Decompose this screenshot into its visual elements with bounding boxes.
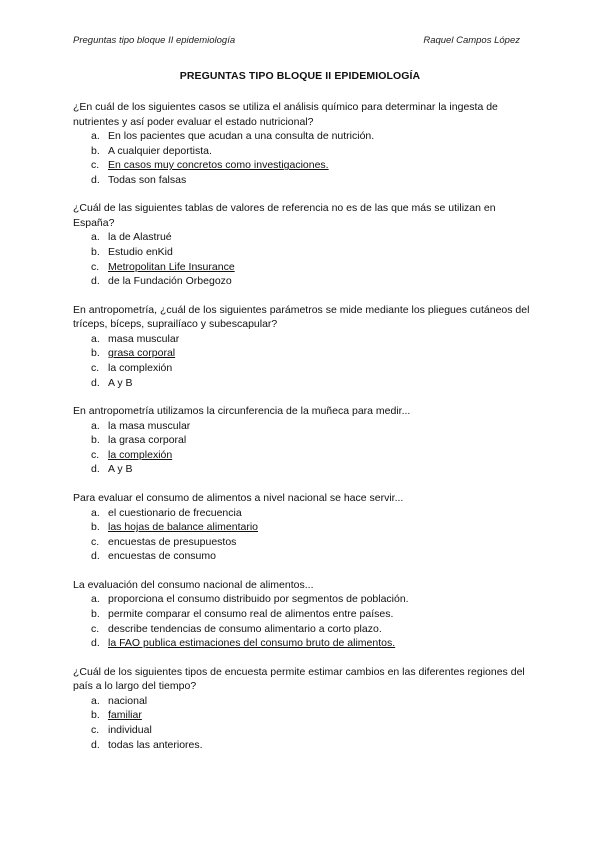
option-text: A y B <box>108 376 133 389</box>
correct-answer-text: familiar <box>108 709 142 722</box>
answer-option <box>91 361 533 376</box>
option-letter: b. <box>91 347 100 360</box>
answer-option <box>91 723 533 738</box>
option-text: individual <box>108 723 152 736</box>
option-letter: d. <box>91 738 100 751</box>
option-text: nacional <box>108 694 148 707</box>
question-block <box>73 404 533 477</box>
option-text: de la Fundación Orbegozo <box>108 275 232 288</box>
correct-answer-text: las hojas de balance alimentario <box>108 521 259 534</box>
option-text: proporciona el consumo distribuido por segmentos de población. <box>108 593 409 606</box>
option-text: Estudio enKid <box>108 245 173 258</box>
answer-options <box>73 592 533 650</box>
option-text: A cualquier deportista. <box>108 144 212 157</box>
option-text: la masa muscular <box>108 419 191 432</box>
correct-answer-text: la FAO publica estimaciones del consumo bruto de alimentos. <box>108 637 396 650</box>
correct-answer-text: la complexión <box>108 448 173 461</box>
question-block <box>73 665 533 752</box>
answer-option <box>91 622 533 637</box>
option-text: describe tendencias de consumo alimentario a corto plazo. <box>108 622 382 635</box>
header-author: Raquel Campos López <box>423 35 520 46</box>
question-text: En antropometría, ¿cuál de los siguientes parámetros se mide mediante los pliegues cutáneos del tríceps, bíceps, suprailíaco y subescapular? <box>73 303 530 331</box>
answer-option <box>91 376 533 391</box>
option-letter: a. <box>91 332 100 345</box>
option-letter: d. <box>91 275 100 288</box>
question-text: En antropometría utilizamos la circunferencia de la muñeca para medir... <box>73 405 411 418</box>
answer-option <box>91 230 533 245</box>
option-letter: b. <box>91 245 100 258</box>
option-text: la de Alastrué <box>108 231 172 244</box>
option-text: Todas son falsas <box>108 173 187 186</box>
header-left-text: Preguntas tipo bloque II epidemiología <box>73 35 236 46</box>
option-letter: d. <box>91 550 100 563</box>
answer-option <box>91 520 533 535</box>
question-list <box>73 100 533 766</box>
option-letter: b. <box>91 709 100 722</box>
question-text: Para evaluar el consumo de alimentos a nivel nacional se hace servir... <box>73 492 404 504</box>
correct-answer-text: Metropolitan Life Insurance <box>108 260 235 273</box>
answer-option <box>91 607 533 622</box>
answer-options <box>73 419 533 477</box>
question-text: La evaluación del consumo nacional de alimentos... <box>73 578 314 591</box>
answer-option <box>91 419 533 434</box>
answer-option <box>91 708 533 723</box>
option-text: encuestas de presupuestos <box>108 535 237 548</box>
answer-option <box>91 592 533 607</box>
option-letter: a. <box>91 130 100 142</box>
answer-options <box>73 332 533 390</box>
answer-options <box>73 230 533 288</box>
option-letter: d. <box>91 463 100 476</box>
question-block <box>73 491 533 564</box>
option-letter: c. <box>91 159 100 172</box>
option-text: la complexión <box>108 361 173 374</box>
answer-option <box>91 158 533 173</box>
question-block <box>73 303 533 390</box>
option-letter: a. <box>91 231 100 244</box>
answer-option <box>91 433 533 448</box>
option-text: la grasa corporal <box>108 434 187 447</box>
question-block <box>73 100 533 187</box>
answer-option <box>91 129 533 144</box>
option-text: todas las anteriores. <box>108 738 203 751</box>
option-letter: b. <box>91 144 100 157</box>
answer-options <box>73 506 533 564</box>
answer-option <box>91 173 533 188</box>
answer-option <box>91 462 533 477</box>
option-text: masa muscular <box>108 332 180 345</box>
answer-option <box>91 506 533 521</box>
option-letter: d. <box>91 376 100 389</box>
question-text: ¿Cuál de los siguientes tipos de encuesta permite estimar cambios en las diferentes regiones del país a lo largo del tiempo? <box>73 665 525 693</box>
option-text: A y B <box>108 463 133 476</box>
answer-option <box>91 274 533 289</box>
option-letter: a. <box>91 506 100 519</box>
question-text: ¿En cuál de los siguientes casos se utiliza el análisis químico para determinar la ingesta de nutrientes y así poder evaluar el estado nutricional? <box>73 101 498 128</box>
page-header <box>73 35 520 46</box>
option-letter: c. <box>91 260 100 273</box>
question-text: ¿Cuál de las siguientes tablas de valores de referencia no es de las que más se utilizan en España? <box>73 202 496 229</box>
option-letter: a. <box>91 593 100 606</box>
option-letter: b. <box>91 521 100 534</box>
question-block <box>73 578 533 651</box>
answer-option <box>91 549 533 564</box>
document-title: PREGUNTAS TIPO BLOQUE II EPIDEMIOLOGÍA <box>179 70 421 82</box>
answer-options <box>73 694 533 752</box>
option-text: encuestas de consumo <box>108 550 216 563</box>
option-letter: c. <box>91 723 100 736</box>
answer-option <box>91 346 533 361</box>
option-letter: c. <box>91 535 100 548</box>
answer-option <box>91 738 533 753</box>
option-letter: d. <box>91 173 100 186</box>
answer-option <box>91 694 533 709</box>
option-letter: b. <box>91 434 100 447</box>
answer-option <box>91 636 533 651</box>
option-letter: b. <box>91 607 100 620</box>
option-letter: c. <box>91 448 100 461</box>
question-block <box>73 201 533 288</box>
correct-answer-text: grasa corporal <box>108 347 176 360</box>
answer-option <box>91 144 533 159</box>
answer-options <box>73 129 533 187</box>
option-text: En los pacientes que acudan a una consulta de nutrición. <box>108 130 375 142</box>
answer-option <box>91 260 533 275</box>
option-letter: d. <box>91 637 100 650</box>
option-letter: c. <box>91 622 100 635</box>
option-letter: a. <box>91 694 100 707</box>
option-letter: a. <box>91 419 100 432</box>
option-text: permite comparar el consumo real de alimentos entre países. <box>108 607 394 620</box>
answer-option <box>91 448 533 463</box>
answer-option <box>91 332 533 347</box>
option-text: el cuestionario de frecuencia <box>108 506 242 519</box>
answer-option <box>91 245 533 260</box>
answer-option <box>91 535 533 550</box>
option-letter: c. <box>91 361 100 374</box>
correct-answer-text: En casos muy concretos como investigaciones. <box>108 159 329 172</box>
